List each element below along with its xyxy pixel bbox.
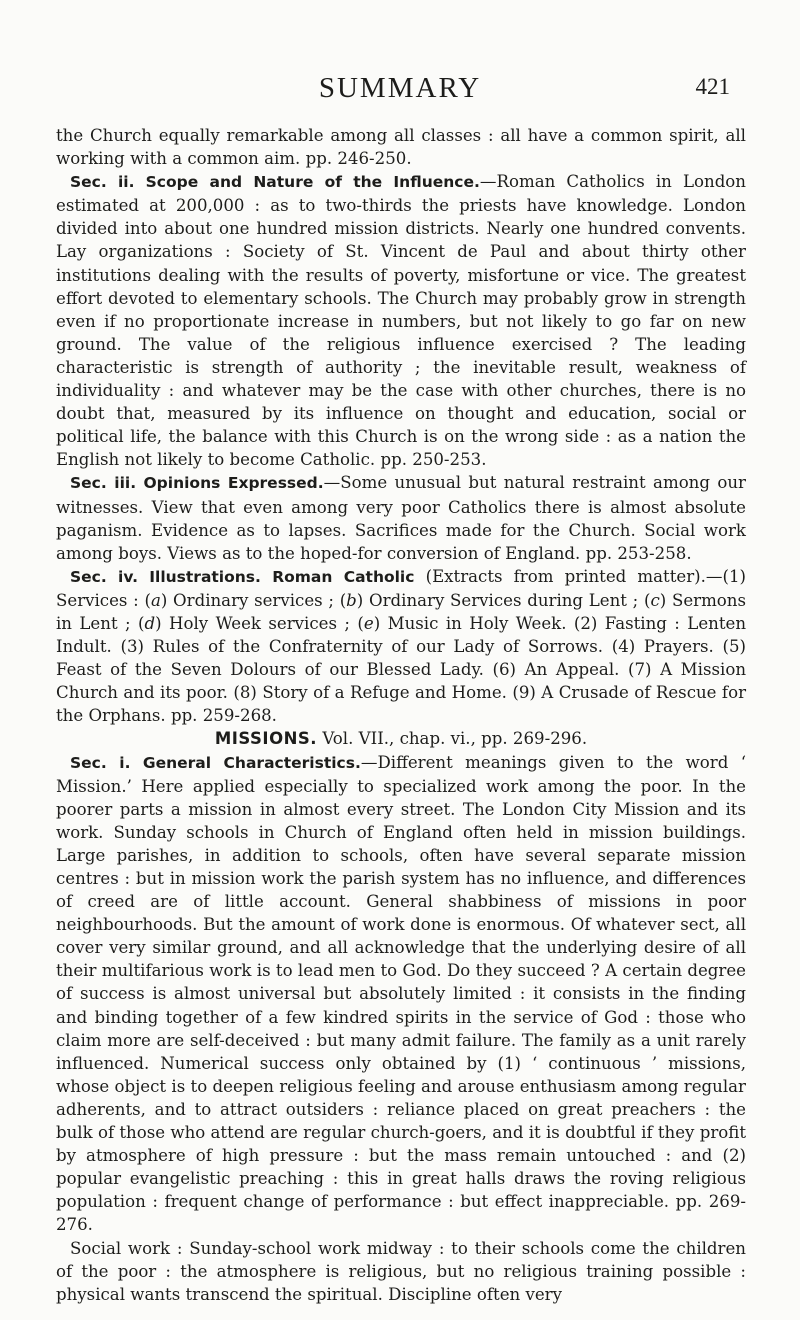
chapter-heading	[56, 727, 746, 750]
section-label: Sec. ii.	[70, 173, 135, 192]
item-letter: c	[650, 590, 660, 610]
section-general-characteristics	[56, 751, 746, 1237]
section-label: Sec. iii.	[70, 474, 137, 493]
section-illustrations	[56, 565, 746, 728]
chapter-title: MISSIONS.	[214, 729, 318, 749]
paragraph-social-work	[56, 1237, 746, 1306]
page-number: 421	[695, 74, 730, 99]
paragraph-text: Social work : Sunday-school work midway : to their schools come the children of the poor : the atmosphere is religious, but no religious training possible : physical wants transcend the spiritual. Discipline often very	[56, 1238, 746, 1304]
paragraph-continuation	[56, 124, 746, 170]
paragraph-text: (Extracts from printed matter).—(1) Services : (	[56, 566, 746, 610]
section-heading: Illustrations. Roman Catholic	[149, 567, 415, 586]
section-label: Sec. iv.	[70, 567, 139, 586]
section-heading: Scope and Nature of the Influence.	[145, 173, 480, 192]
paragraph-text: ) Ordinary services ; (	[160, 590, 347, 610]
section-opinions	[56, 471, 746, 564]
paragraph-text: ) Sermons in Lent ; (	[56, 590, 747, 633]
paragraph-text: ) Holy Week services ; (	[155, 613, 364, 633]
item-letter: a	[150, 590, 161, 610]
section-scope-nature	[56, 170, 746, 471]
item-letter: e	[363, 613, 374, 633]
item-letter: d	[144, 613, 156, 633]
section-label: Sec. i.	[70, 753, 131, 772]
paragraph-text: —Roman Catholics in London estimated at 200,000 : as to two-thirds the priests have knowledge. London divided into about one hundred mission districts. Nearly one hundred convents. Lay organizations : Society of St. Vincent de Paul and about thirty other institutions dealing with the results of poverty, misfortune or vice. The greatest effort devoted to elementary schools. The Church may probably grow in strength even if no proportionate increase in numbers, but not likely to go far on new ground. The value of the religious influence exercised ? The leading characteristic is strength of authority ; the inevitable result, weakness of individuality : and whatever may be the case with other churches, there is no doubt that, measured by its influence on thought and education, social or political life, the balance with this Church is on the wrong side : as a nation the English not likely to become Catholic. pp. 250-253.	[56, 172, 746, 470]
paragraph-text: —Different meanings given to the word ‘ Mission.’ Here applied especially to specialized work among the poor. In the poorer parts a mission in almost every street. The London City Mission and its work. Sunday schools in Church of England often held in mission buildings. Large parishes, in addition to schools, often have several separate mission centres : but in mission work the parish system has no influence, and differences of creed are of little account. General shabbiness of missions in poor neighbourhoods. But the amount of work done is enormous. Of whatever sect, all cover very similar ground, and all acknowledge that the underlying desire of all their multifarious work is to lead men to God. Do they succeed ? A certain degree of success is almost universal but absolutely limited : it consists in the finding and binding together of a few kindred spirits in the service of God : those who claim more are self-deceived : but many admit failure. The family as a unit rarely influenced. Numerical success only obtained by (1) ‘ continuous ’ missions, whose object is to deepen religious feeling and arouse enthusiasm among regular adherents, and to attract outsiders : reliance placed on great preachers : the bulk of those who attend are regular church-goers, and it is doubtful if they profit by atmosphere of high pressure : but the mass remain untouched : and (2) popular evangelistic preaching : this in great halls draws the roving religious population : frequent change of performance : but effect inappreciable. pp. 269-276.	[56, 752, 747, 1235]
paragraph-text: —Some unusual but natural restraint among our witnesses. View that even among very poor Catholics there is almost absolute paganism. Evidence as to lapses. Sacrifices made for the Church. Social work among boys. Views as to the hoped-for conversion of England. pp. 253-258.	[56, 473, 746, 563]
running-head	[0, 72, 800, 112]
paragraph-text: ) Music in Holy Week. (2) Fasting : Lenten Indult. (3) Rules of the Confraternity of our Lady of Sorrows. (4) Prayers. (5) Feast of the Seven Dolours of our Blessed Lady. (6) An Appeal. (7) A Mission Church and its poor. (8) Story of a Refuge and Home. (9) A Crusade of Rescue for the Orphans. pp. 259-268.	[56, 613, 747, 726]
item-letter: b	[346, 590, 357, 610]
section-heading: General Characteristics.	[142, 753, 361, 772]
body-text	[56, 124, 746, 1306]
chapter-reference: Vol. VII., chap. vi., pp. 269-296.	[322, 729, 588, 749]
paragraph-text: the Church equally remarkable among all classes : all have a common spirit, all working with a common aim. pp. 246-250.	[56, 126, 746, 169]
paragraph-text: ) Ordinary Services during Lent ; (	[356, 590, 651, 610]
page-title: SUMMARY	[318, 72, 482, 104]
section-heading: Opinions Expressed.	[143, 474, 324, 493]
